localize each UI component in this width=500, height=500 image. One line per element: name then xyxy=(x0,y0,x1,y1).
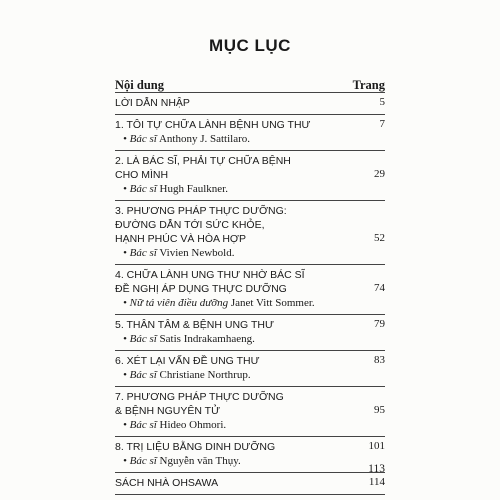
entry-author xyxy=(115,132,385,146)
entry-page: 52 xyxy=(374,232,385,244)
author-name: Hideo Ohmori. xyxy=(159,419,227,431)
author-prefix: • Bác sĩ xyxy=(123,369,157,381)
entry-author xyxy=(115,454,385,468)
author-prefix: • Bác sĩ xyxy=(123,333,157,345)
entry-title: 6. XÉT LẠI VẤN ĐỀ UNG THƯ xyxy=(115,355,260,367)
entry-author xyxy=(115,296,385,310)
entry-title: LỜI DẪN NHẬP xyxy=(115,97,190,109)
entry-page: 83 xyxy=(374,354,385,366)
entry-page: 29 xyxy=(374,168,385,180)
entry-title: 3. PHƯƠNG PHÁP THỰC DƯỠNG: ĐƯỜNG DẪN TỚI SỨC KHỎE, HẠNH PHÚC VÀ HÒA HỢP xyxy=(115,205,287,245)
page-title: MỤC LỤC xyxy=(209,36,291,55)
toc-entry-8 xyxy=(115,436,385,472)
header-content-label: Nội dung xyxy=(115,78,164,92)
entry-page: 7 xyxy=(379,118,385,130)
author-prefix: • Bác sĩ xyxy=(123,419,157,431)
header-page-label: Trang xyxy=(352,78,385,92)
entry-title: 1. TÔI TỰ CHỮA LÀNH BỆNH UNG THƯ xyxy=(115,119,311,131)
entry-title: SÁCH NHÀ OHSAWA xyxy=(115,477,219,489)
author-prefix: • Nữ tá viên điều dưỡng xyxy=(123,297,229,309)
entry-page: 5 xyxy=(379,96,385,108)
author-name: Janet Vitt Sommer. xyxy=(230,297,315,309)
entry-author xyxy=(115,368,385,382)
author-name: Nguyễn văn Thụy. xyxy=(159,455,241,467)
toc-entry-3 xyxy=(115,200,385,264)
author-prefix: • Bác sĩ xyxy=(123,183,157,195)
toc-entry-4 xyxy=(115,264,385,314)
author-name: Christiane Northrup. xyxy=(159,369,251,381)
entry-title: 2. LÀ BÁC SĨ, PHẢI TỰ CHỮA BỆNH CHO MÌNH xyxy=(115,155,291,181)
page-number: 113 xyxy=(368,463,385,475)
entry-author xyxy=(115,246,385,260)
author-name: Satis Indrakamhaeng. xyxy=(159,333,255,345)
toc-entry-ohsawa xyxy=(115,472,385,495)
toc-entry-1 xyxy=(115,114,385,150)
toc-entry-7 xyxy=(115,386,385,436)
entry-page: 79 xyxy=(374,318,385,330)
toc-entry-intro xyxy=(115,92,385,114)
entry-title: 4. CHỮA LÀNH UNG THƯ NHỜ BÁC SĨ ĐỀ NGHỊ ÁP DỤNG THỰC DƯỠNG xyxy=(115,269,305,295)
entry-title: 8. TRỊ LIỆU BẰNG DINH DƯỠNG xyxy=(115,441,276,453)
toc-entry-5 xyxy=(115,314,385,350)
toc-entry-2 xyxy=(115,150,385,200)
author-prefix: • Bác sĩ xyxy=(123,133,157,145)
toc-list xyxy=(115,92,385,495)
toc-entry-6 xyxy=(115,350,385,386)
entry-page: 74 xyxy=(374,282,385,294)
entry-title: 5. THÂN TÂM & BỆNH UNG THƯ xyxy=(115,319,274,331)
entry-author xyxy=(115,332,385,346)
entry-title: 7. PHƯƠNG PHÁP THỰC DƯỠNG & BỆNH NGUYÊN TỬ xyxy=(115,391,284,417)
author-name: Anthony J. Sattilaro. xyxy=(158,133,251,145)
author-name: Hugh Faulkner. xyxy=(159,183,228,195)
author-prefix: • Bác sĩ xyxy=(123,455,157,467)
toc-header xyxy=(115,78,385,93)
entry-page: 101 xyxy=(368,440,385,452)
entry-page: 95 xyxy=(374,404,385,416)
author-prefix: • Bác sĩ xyxy=(123,247,157,259)
entry-author xyxy=(115,418,385,432)
author-name: Vivien Newbold. xyxy=(159,247,235,259)
entry-page: 114 xyxy=(368,476,385,488)
entry-author xyxy=(115,182,385,196)
